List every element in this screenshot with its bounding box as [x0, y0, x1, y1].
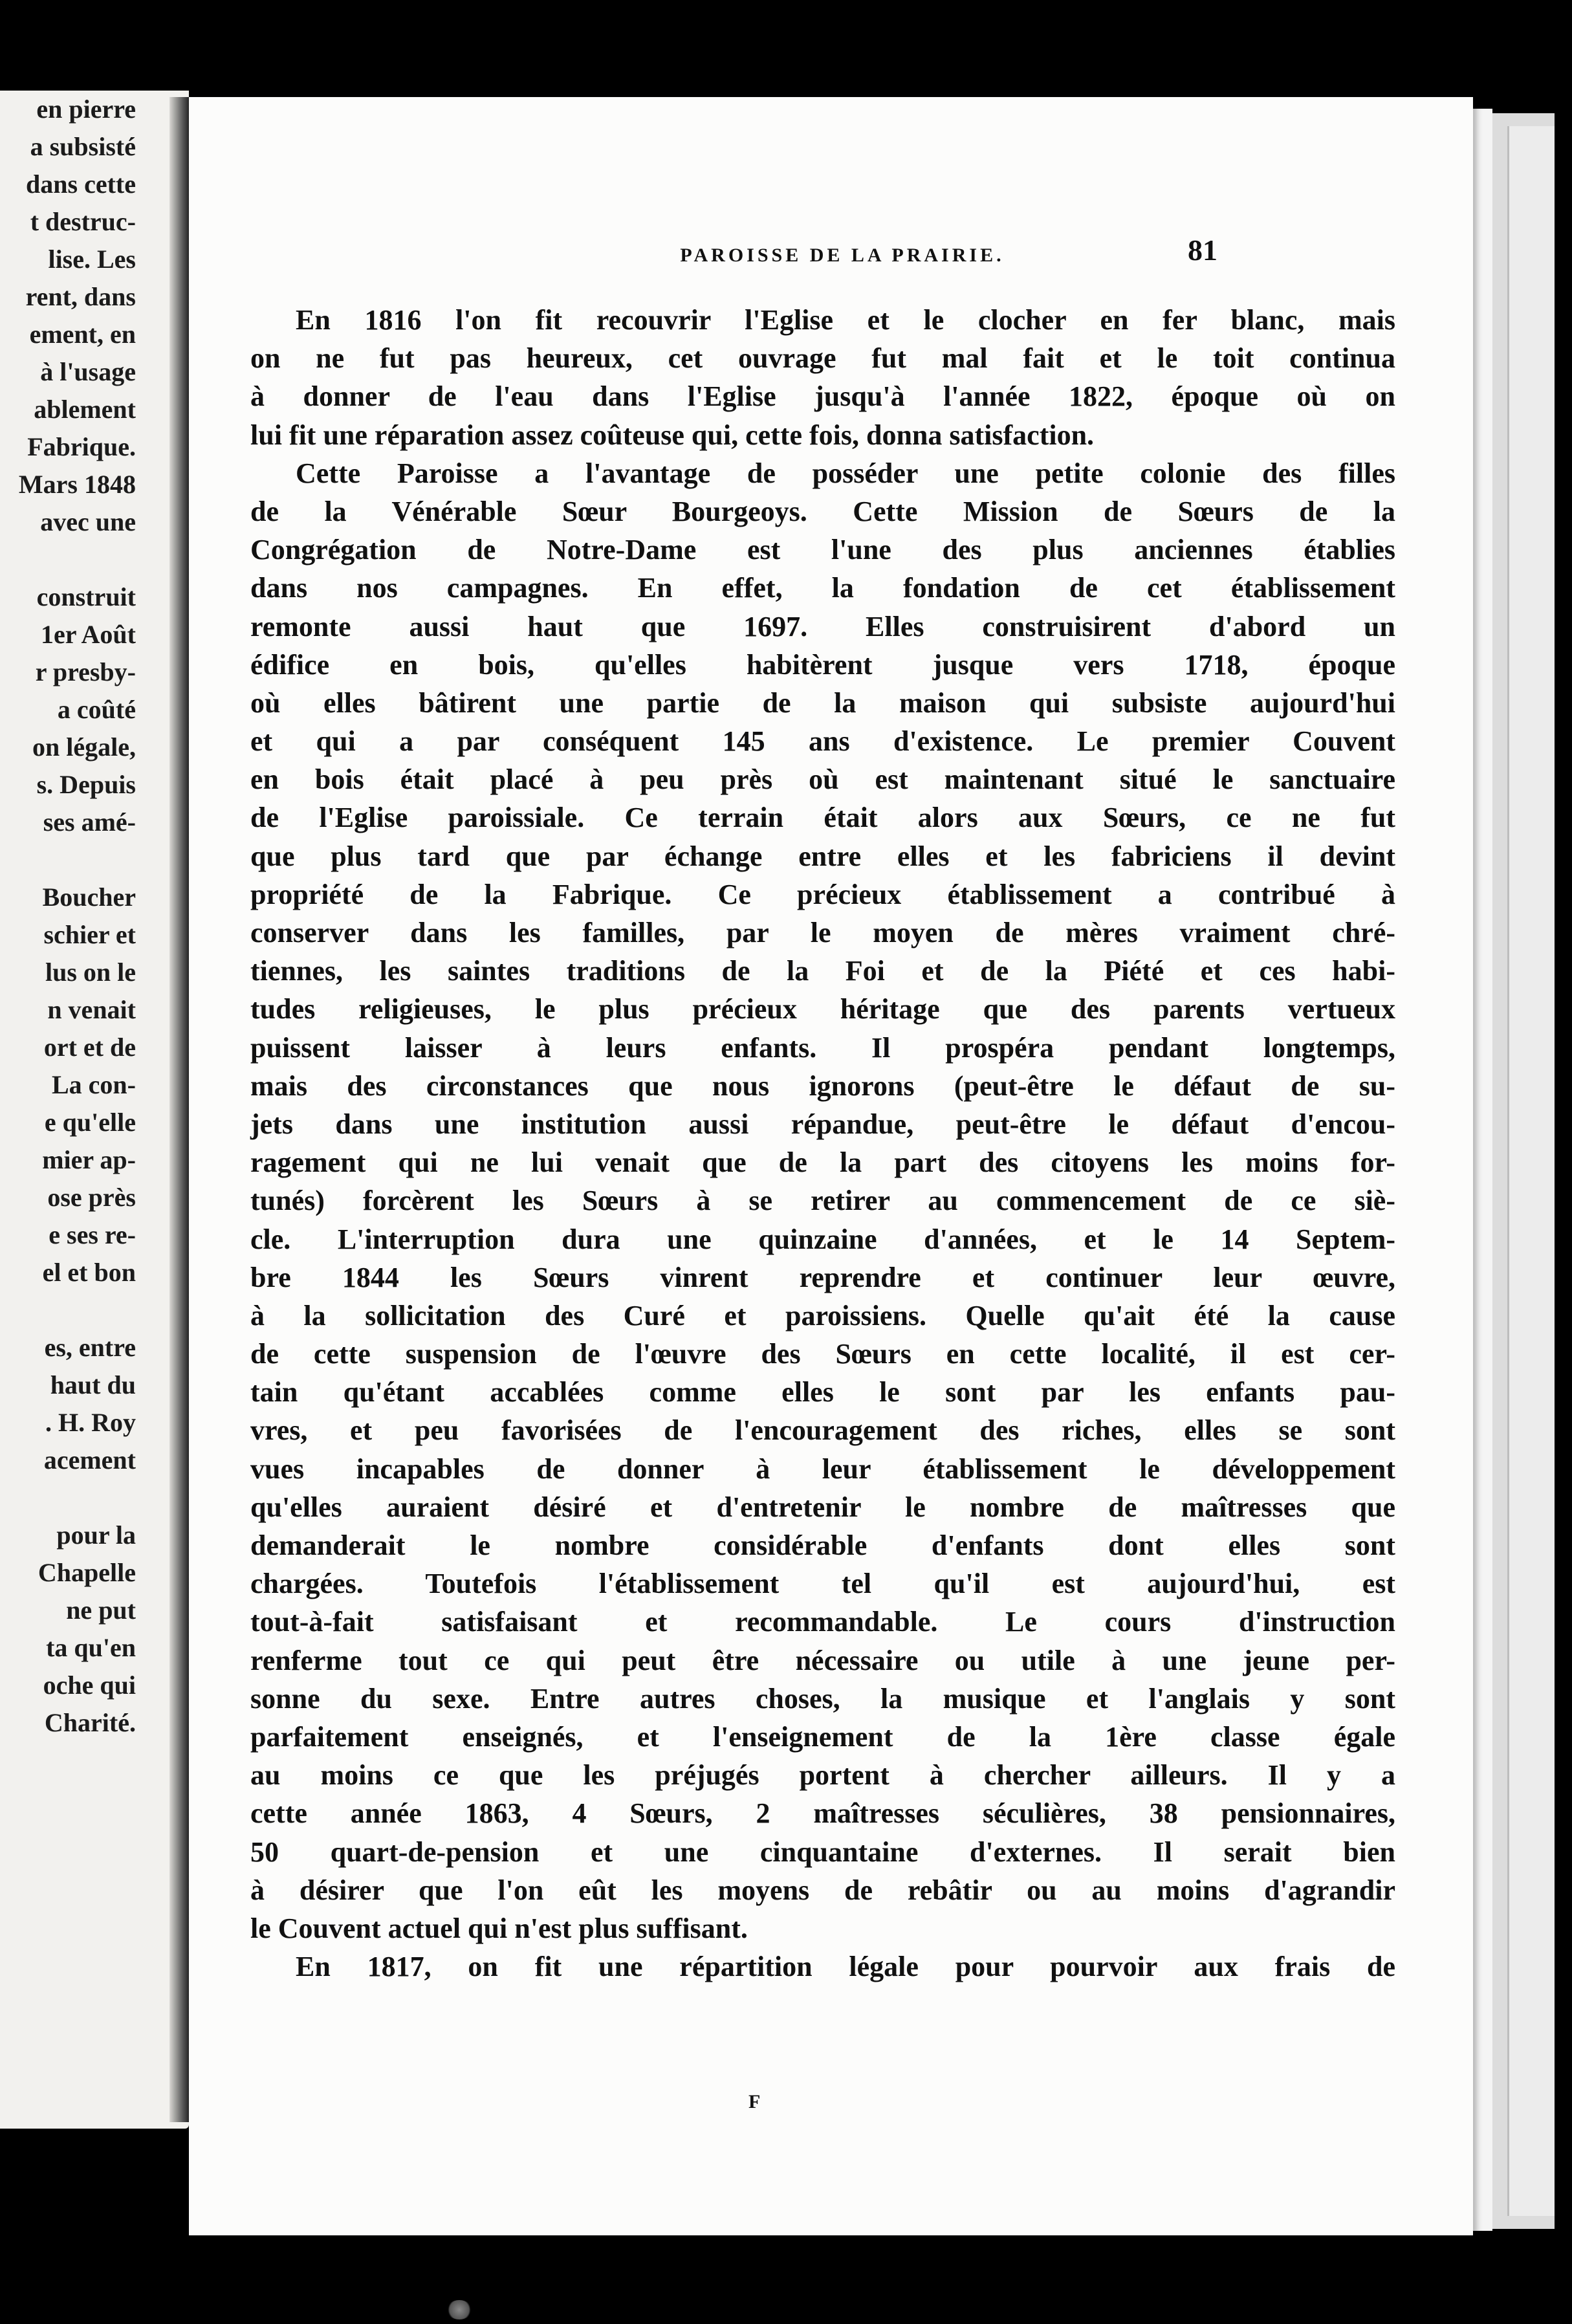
- left-page-line: Boucher: [42, 882, 136, 912]
- left-page-line: s. Depuis: [36, 770, 136, 799]
- text-line: vues incapables de donner à leur établissement le développement: [250, 1453, 1395, 1485]
- left-page: [0, 91, 189, 2129]
- text-line: En 1817, on fit une répartition légale pour pourvoir aux frais de: [296, 1951, 1395, 1983]
- text-line: En 1816 l'on fit recouvrir l'Eglise et le clocher en fer blanc, mais: [296, 304, 1395, 336]
- left-page-text: [0, 91, 136, 1742]
- left-page-line: ort et de: [43, 1033, 136, 1062]
- text-line: cle. L'interruption dura une quinzaine d'années, et le 14 Septem-: [250, 1223, 1395, 1255]
- left-page-line: schier et: [43, 920, 136, 949]
- left-page-line: construit: [36, 582, 136, 611]
- left-page-line: . H. Roy: [45, 1408, 136, 1437]
- left-page-line: ta qu'en: [46, 1633, 136, 1662]
- text-line: bre 1844 les Sœurs vinrent reprendre et continuer leur œuvre,: [250, 1261, 1395, 1293]
- text-line: de cette suspension de l'œuvre des Sœurs en cette localité, il est cer-: [250, 1338, 1395, 1370]
- left-page-line: ses amé-: [43, 807, 136, 837]
- text-line: au moins ce que les préjugés portent à chercher ailleurs. Il y a: [250, 1759, 1395, 1792]
- text-line: de l'Eglise paroissiale. Ce terrain était alors aux Sœurs, ce ne fut: [250, 802, 1395, 834]
- text-line: où elles bâtirent une partie de la maison qui subsiste aujourd'hui: [250, 686, 1395, 719]
- left-page-line: a subsisté: [30, 132, 136, 161]
- text-line: propriété de la Fabrique. Ce précieux établissement a contribué à: [250, 878, 1395, 910]
- page-edge-stack-inner: [1507, 126, 1555, 2216]
- text-line: qu'elles auraient désiré et d'entretenir le nombre de maîtresses que: [250, 1491, 1395, 1523]
- text-line: à désirer que l'on eût les moyens de rebâtir ou au moins d'agrandir: [250, 1874, 1395, 1906]
- left-page-line: Charité.: [44, 1708, 136, 1737]
- left-page-line: a coûté: [57, 695, 136, 724]
- left-page-line: à l'usage: [40, 357, 136, 386]
- left-page-line: e qu'elle: [44, 1108, 136, 1137]
- page-body-text: [250, 301, 1395, 1986]
- text-line: 50 quart-de-pension et une cinquantaine d'externes. Il serait bien: [250, 1836, 1395, 1868]
- left-page-line: Fabrique.: [27, 432, 136, 461]
- left-page-line: r presby-: [35, 657, 136, 686]
- text-line: ragement qui ne lui venait que de la part des citoyens les moins for-: [250, 1146, 1395, 1179]
- left-page-line: [0, 841, 136, 879]
- text-line: mais des circonstances que nous ignorons (peut-être le défaut de su-: [250, 1069, 1395, 1102]
- text-line: dans nos campagnes. En effet, la fondation de cet établissement: [250, 572, 1395, 604]
- text-line: en bois était placé à peu près où est maintenant situé le sanctuaire: [250, 763, 1395, 796]
- left-page-line: ose près: [47, 1183, 136, 1212]
- left-page-line: e ses re-: [49, 1220, 136, 1249]
- left-page-line: lise. Les: [48, 245, 136, 274]
- signature-mark: F: [748, 2091, 761, 2112]
- left-page-line: avec une: [40, 507, 136, 536]
- left-page-line: [0, 1479, 136, 1517]
- text-line: sonne du sexe. Entre autres choses, la musique et l'anglais y sont: [250, 1682, 1395, 1715]
- text-line: que plus tard que par échange entre elles et les fabriciens il devint: [250, 840, 1395, 872]
- left-page-line: on légale,: [32, 732, 136, 762]
- text-line: lui fit une réparation assez coûteuse qui, cette fois, donna satisfaction.: [250, 419, 1095, 451]
- text-line: demanderait le nombre considérable d'enfants dont elles sont: [250, 1529, 1395, 1561]
- text-line: cette année 1863, 4 Sœurs, 2 maîtresses séculières, 38 pensionnaires,: [250, 1797, 1395, 1830]
- text-line: jets dans une institution aussi répandue, peut-être le défaut d'encou-: [250, 1108, 1395, 1140]
- left-page-line: haut du: [50, 1370, 136, 1399]
- left-page-line: 1er Août: [40, 620, 136, 649]
- text-line: chargées. Toutefois l'établissement tel qu'il est aujourd'hui, est: [250, 1568, 1395, 1600]
- text-line: à donner de l'eau dans l'Eglise jusqu'à l'année 1822, époque où on: [250, 380, 1395, 413]
- left-page-line: es, entre: [44, 1333, 136, 1362]
- scan-artifact: [446, 2300, 472, 2319]
- left-page-line: lus on le: [45, 958, 136, 987]
- left-page-line: mier ap-: [42, 1145, 136, 1174]
- left-page-line: rent, dans: [25, 282, 136, 311]
- left-page-line: Mars 1848: [18, 470, 136, 499]
- book-gutter: [169, 97, 191, 2122]
- text-line: tout-à-fait satisfaisant et recommandable. Le cours d'instruction: [250, 1606, 1395, 1638]
- text-line: renferme tout ce qui peut être nécessaire ou utile à une jeune per-: [250, 1644, 1395, 1676]
- text-line: vres, et peu favorisées de l'encouragement des riches, elles se sont: [250, 1414, 1395, 1447]
- text-line: tiennes, les saintes traditions de la Foi et de la Piété et ces habi-: [250, 955, 1395, 987]
- page-number: 81: [1188, 234, 1217, 267]
- text-line: à la sollicitation des Curé et paroissiens. Quelle qu'ait été la cause: [250, 1299, 1395, 1332]
- main-page: [189, 97, 1473, 2235]
- text-line: conserver dans les familles, par le moyen de mères vraiment chré-: [250, 917, 1395, 948]
- text-line: remonte aussi haut que 1697. Elles construisirent d'abord un: [250, 610, 1395, 642]
- left-page-line: n venait: [47, 995, 136, 1024]
- text-line: parfaitement enseignés, et l'enseignement de la 1ère classe égale: [250, 1720, 1395, 1753]
- text-line: tudes religieuses, le plus précieux héritage que des parents vertueux: [250, 993, 1395, 1025]
- left-page-line: pour la: [56, 1520, 136, 1550]
- left-page-line: Chapelle: [38, 1558, 136, 1587]
- text-line: Congrégation de Notre-Dame est l'une des plus anciennes établies: [250, 534, 1395, 566]
- left-page-line: [0, 1291, 136, 1329]
- left-page-line: acement: [43, 1445, 136, 1474]
- left-page-line: oche qui: [43, 1671, 136, 1700]
- text-line: tain qu'étant accablées comme elles le sont par les enfants pau-: [250, 1376, 1395, 1409]
- text-line: Cette Paroisse a l'avantage de posséder une petite colonie des filles: [296, 457, 1395, 489]
- left-page-line: La con-: [52, 1070, 136, 1099]
- left-page-line: ablement: [34, 395, 136, 424]
- text-line: de la Vénérable Sœur Bourgeoys. Cette Mission de Sœurs de la: [250, 495, 1395, 527]
- left-page-line: en pierre: [36, 94, 136, 124]
- text-line: édifice en bois, qu'elles habitèrent jusque vers 1718, époque: [250, 648, 1395, 681]
- text-line: puissent laisser à leurs enfants. Il prospéra pendant longtemps,: [250, 1031, 1395, 1064]
- left-page-line: el et bon: [42, 1258, 136, 1287]
- left-page-line: ne put: [66, 1595, 136, 1625]
- running-head: PAROISSE DE LA PRAIRIE.: [680, 245, 1005, 266]
- left-page-line: ement, en: [29, 320, 136, 349]
- left-page-line: [0, 541, 136, 578]
- left-page-line: t destruc-: [30, 207, 136, 236]
- text-line: on ne fut pas heureux, cet ouvrage fut mal fait et le toit continua: [250, 342, 1395, 375]
- left-page-line: dans cette: [26, 170, 136, 199]
- text-line: et qui a par conséquent 145 ans d'existence. Le premier Couvent: [250, 725, 1395, 758]
- text-line: le Couvent actuel qui n'est plus suffisant.: [250, 1912, 748, 1944]
- text-line: tunés) forcèrent les Sœurs à se retirer au commencement de ce siè-: [250, 1185, 1395, 1217]
